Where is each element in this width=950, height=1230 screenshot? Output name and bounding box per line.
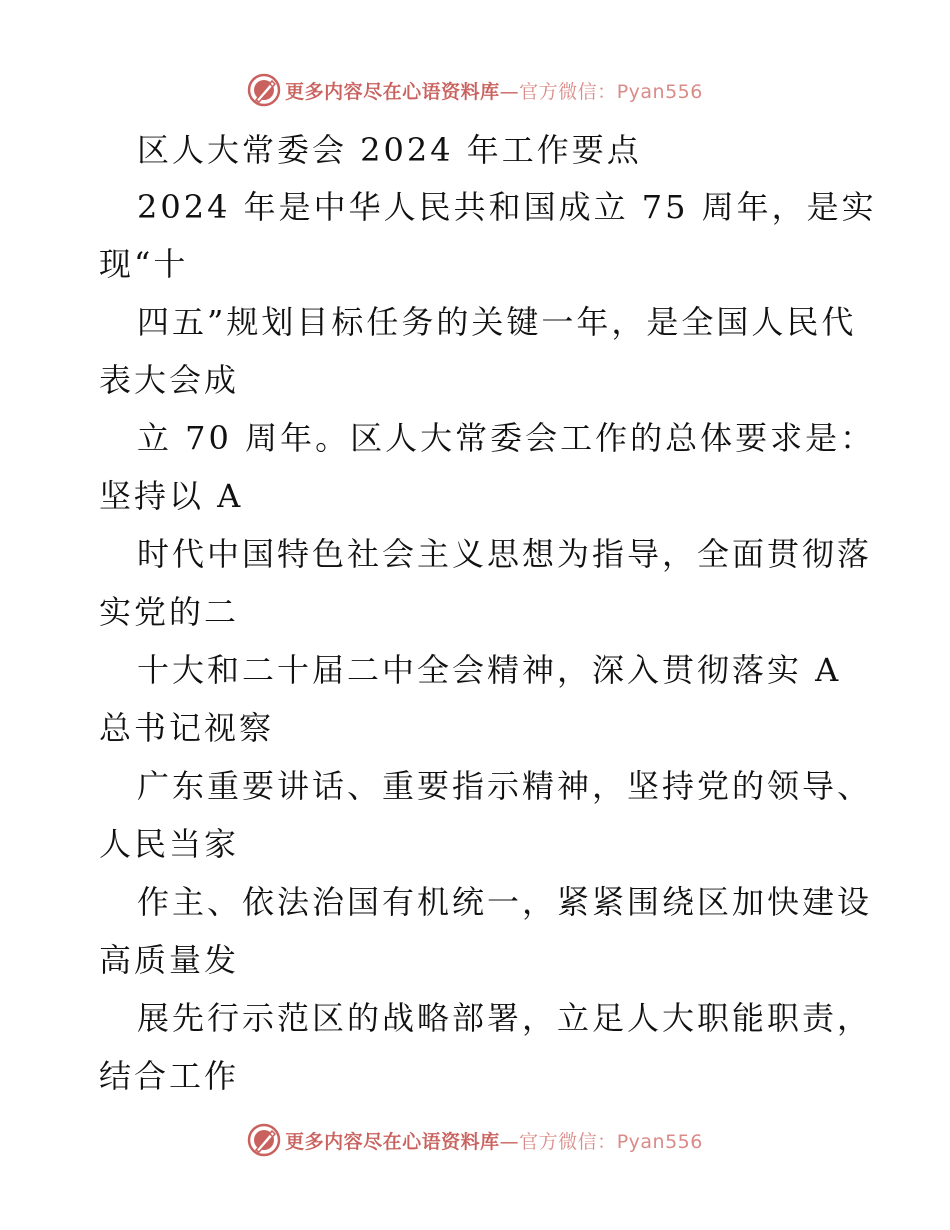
- text-line: 2024 年是中华人民共和国成立 75 周年，是实: [137, 188, 877, 226]
- text-line: 坚持以 A: [99, 477, 244, 515]
- text-line: 实党的二: [99, 593, 240, 631]
- text-line: 现“十: [99, 245, 189, 283]
- watermark-dash: —: [499, 1130, 520, 1153]
- text-line: 高质量发: [99, 941, 240, 979]
- watermark-main-text: 更多内容尽在心语资料库: [285, 1130, 500, 1153]
- text-line: 立 70 周年。区人大常委会工作的总体要求是：: [137, 419, 876, 457]
- text-line: 人民当家: [99, 825, 240, 863]
- text-line: 作主、依法治国有机统一，紧紧围绕区加快建设: [137, 883, 873, 921]
- watermark-wechat-id: Pyan556: [616, 1130, 703, 1153]
- watermark-dash: —: [499, 80, 520, 103]
- pen-logo-icon: [247, 1123, 281, 1157]
- watermark-wechat-label: 官方微信：: [519, 1130, 617, 1153]
- text-line: 十大和二十届二中全会精神，深入贯彻落实 A: [137, 651, 842, 689]
- watermark-footer: [0, 1120, 950, 1160]
- watermark-wechat-id: Pyan556: [616, 80, 703, 103]
- text-line: 总书记视察: [99, 709, 275, 747]
- pen-logo-icon: [247, 73, 281, 107]
- text-line: 时代中国特色社会主义思想为指导，全面贯彻落: [137, 535, 873, 573]
- document-title: 区人大常委会 2024 年工作要点: [137, 131, 642, 169]
- text-line: 结合工作: [99, 1057, 240, 1095]
- text-line: 四五”规划目标任务的关键一年，是全国人民代: [137, 303, 857, 341]
- text-line: 表大会成: [99, 361, 240, 399]
- watermark-header: [0, 70, 950, 110]
- watermark-main-text: 更多内容尽在心语资料库: [285, 80, 500, 103]
- watermark-wechat-label: 官方微信：: [519, 80, 617, 103]
- text-line: 展先行示范区的战略部署，立足人大职能职责，: [137, 999, 873, 1037]
- text-line: 广东重要讲话、重要指示精神，坚持党的领导、: [137, 767, 873, 805]
